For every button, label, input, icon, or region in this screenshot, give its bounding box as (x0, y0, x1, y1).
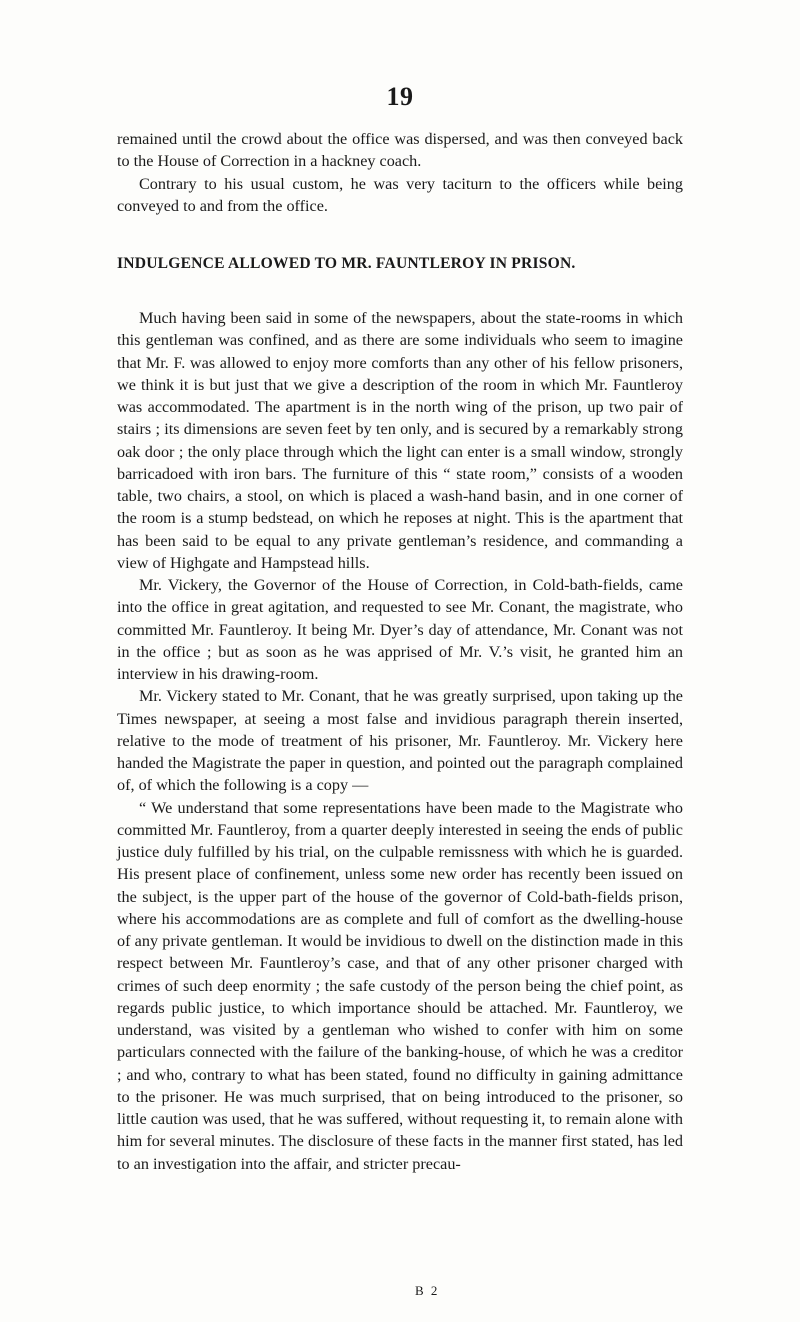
section-heading: INDULGENCE ALLOWED TO MR. FAUNTLEROY IN PRISON. (117, 255, 576, 272)
body-text (117, 307, 683, 1175)
paragraph: Mr. Vickery, the Governor of the House of Correction, in Cold-bath-fields, came into the office in great agitation, and requested to see Mr. Conant, the magistrate, who committed Mr. Fauntleroy. It being Mr. Dyer’s day of attendance, Mr. Conant was not in the office ; but as soon as he was apprised of Mr. V.’s visit, he granted him an interview in his drawing-room. (117, 576, 683, 683)
signature-mark: B 2 (415, 1283, 440, 1298)
intro-text (117, 128, 683, 217)
paragraph: Mr. Vickery stated to Mr. Conant, that he was greatly surprised, upon taking up the Times newspaper, at seeing a most false and invidious paragraph therein inserted, relative to the mode of treatment of his prisoner, Mr. Fauntleroy. Mr. Vickery here handed the Magistrate the paper in question, and pointed out the paragraph complained of, of which the following is a copy — (117, 687, 683, 795)
paragraph: “ We understand that some representations have been made to the Magistrate who committed Mr. Fauntleroy, from a quarter deeply interested in seeing the ends of public justice duly fulfilled by his trial, on the culpable remissness with which he is guarded. His present place of confinement, unless some new order has recently been issued on the subject, is the upper part of the house of the governor of Cold-bath-fields prison, where his accommodations are as complete and full of comfort as the dwelling-house of any private gentleman. It would be invidious to dwell on the distinction made in this respect between Mr. Fauntleroy’s case, and that of any other prisoner charged with crimes of such deep enormity ; the safe custody of the person being the chief point, as regards public justice, to which importance should be attached. Mr. Fauntleroy, we understand, was visited by a gentleman who wished to confer with him on some particulars connected with the failure of the banking-house, of which he was a creditor ; and who, contrary to what has been stated, found no difficulty in gaining admittance to the prisoner. He was much surprised, that on being introduced to the prisoner, so little caution was used, that he was suffered, without requesting it, to remain alone with him for several minutes. The disclosure of these facts in the manner first stated, has led to an investigation into the affair, and stricter precau- (117, 798, 683, 1173)
paragraph: Contrary to his usual custom, he was very taciturn to the officers while being conveyed to and from the office. (117, 174, 683, 215)
paragraph: remained until the crowd about the office was dispersed, and was then conveyed back to the House of Correction in a hackney coach. (117, 130, 683, 171)
page-number: 19 (386, 82, 414, 111)
paragraph: Much having been said in some of the newspapers, about the state-rooms in which this gentleman was confined, and as there are some individuals who seem to imagine that Mr. F. was allowed to enjoy more comforts than any other of his fellow prisoners, we think it is but just that we give a description of the room in which Mr. Fauntleroy was accommodated. The apartment is in the north wing of the prison, up two pair of stairs ; its dimensions are seven feet by ten only, and is secured by a remarkably strong oak door ; the only place through which the light can enter is a small window, strongly barricadoed with iron bars. The furniture of this “ state room,” consists of a wooden table, two chairs, a stool, on which is placed a wash-hand basin, and in one corner of the room is a stump bedstead, on which he reposes at night. This is the apartment that has been said to be equal to any private gentleman’s residence, and commanding a view of Highgate and Hampstead hills. (117, 309, 683, 572)
